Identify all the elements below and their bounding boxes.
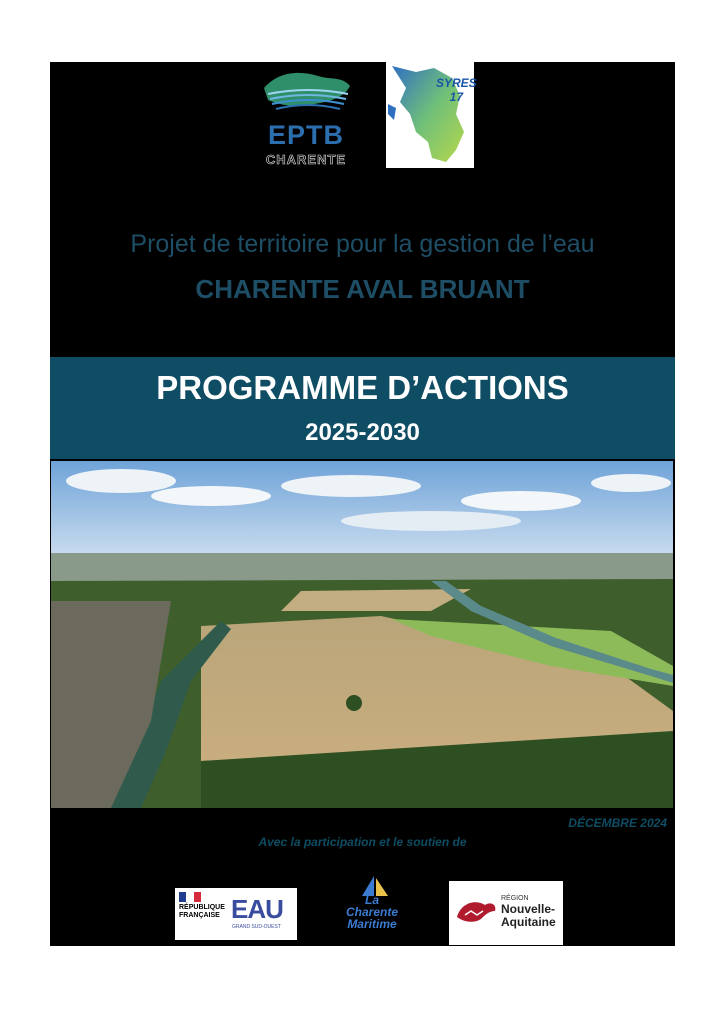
cm-line1: La [364,893,379,907]
lion-icon [455,897,499,927]
republique-francaise-text [179,904,225,920]
publication-date: DÉCEMBRE 2024 [568,816,667,830]
eptb-logo-subtext: CHARENTE [265,152,347,167]
marianne-flag-icon [179,892,201,902]
syres-logo-text [436,76,477,104]
program-title: PROGRAMME D’ACTIONS [156,369,569,406]
republique-line1: RÉPUBLIQUE [179,904,225,911]
project-title: Projet de territoire pour la gestion de l’eau [130,230,595,258]
cover-page [50,62,675,946]
eptb-wave-icon [258,68,354,120]
region-label: RÉGION [501,895,529,902]
syres-name: SYRES [436,76,477,90]
republique-line2: FRANÇAISE [179,912,220,919]
cm-line3: Maritime [347,917,397,931]
nouvelle-aquitaine-text [501,903,556,929]
program-band [50,357,675,459]
aerial-river-photo [51,461,673,808]
cm-line2: Charente [345,905,398,919]
nouvelle-aquitaine-logo [449,881,563,945]
charente-maritime-logo [338,876,406,942]
agence-eau-text: EAU [231,894,283,924]
region-name-line2: Aquitaine [501,915,556,929]
republique-eau-logo [175,888,297,940]
eptb-charente-logo [258,68,354,172]
agence-eau-subtext: GRAND SUD-OUEST [232,924,281,930]
support-text: Avec la participation et le soutien de [258,835,467,849]
syres17-logo [386,62,477,168]
territory-name: CHARENTE AVAL BRUANT [195,274,530,304]
region-name-line1: Nouvelle- [501,902,556,916]
program-years: 2025-2030 [305,419,420,446]
eptb-logo-text: EPTB [267,120,344,150]
charente-maritime-text [338,894,406,930]
syres-number: 17 [449,90,464,104]
